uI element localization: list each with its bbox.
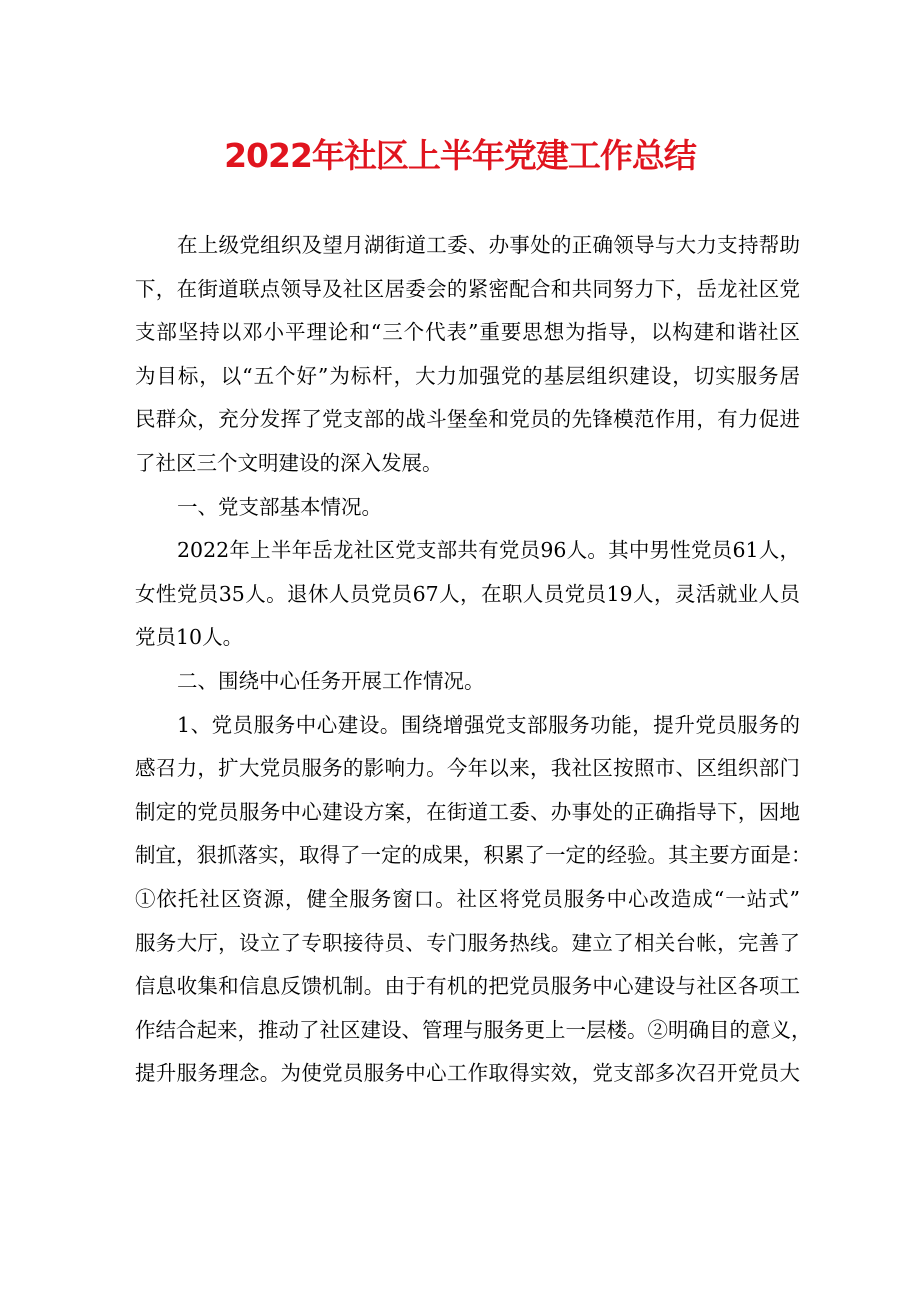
text-line: 一、党支部基本情况。 [177,494,382,519]
section-heading-basic-info [135,486,800,530]
section-heading-work [135,660,800,704]
text-line: 信息收集和信息反馈机制。由于有机的把党员服务中心建设与社区各项工 [135,974,800,999]
text-line: 制宜，狠抓落实，取得了一定的成果，积累了一定的经验。其主要方面是： [135,843,812,868]
text-line: 民群众，充分发挥了党支部的战斗堡垒和党员的先锋模范作用，有力促进 [135,407,800,432]
text-line: 2022年上半年岳龙社区党支部共有党员96人。其中男性党员61人， [177,538,800,563]
text-line: 党员10人。 [135,625,244,650]
document-title: 2022年社区上半年党建工作总结 [224,136,696,175]
paragraph-service-center [135,704,812,1096]
paragraph-intro [135,224,800,486]
text-line: 提升服务理念。为使党员服务中心工作取得实效，党支部多次召开党员大 [135,1061,800,1086]
text-line: 制定的党员服务中心建设方案，在街道工委、办事处的正确指导下，因地 [135,799,800,824]
text-line: 服务大厅，设立了专职接待员、专门服务热线。建立了相关台帐，完善了 [135,930,800,955]
text-line: 下，在街道联点领导及社区居委会的紧密配合和共同努力下，岳龙社区党 [135,276,800,301]
text-line: 了社区三个文明建设的深入发展。 [135,450,443,475]
text-line: 作结合起来，推动了社区建设、管理与服务更上一层楼。②明确目的意义， [135,1017,812,1042]
text-line: 感召力，扩大党员服务的影响力。今年以来，我社区按照市、区组织部门 [135,756,800,781]
text-line: 1、党员服务中心建设。围绕增强党支部服务功能，提升党员服务的 [177,712,800,737]
text-line: 女性党员35人。退休人员党员67人，在职人员党员19人，灵活就业人员 [135,581,800,606]
text-line: 支部坚持以邓小平理论和“三个代表”重要思想为指导，以构建和谐社区 [135,320,800,345]
text-line: 二、围绕中心任务开展工作情况。 [177,668,485,693]
paragraph-member-stats [135,529,800,660]
document-body [135,224,812,1096]
text-line: ①依托社区资源，健全服务窗口。社区将党员服务中心改造成“一站式” [135,886,800,911]
text-line: 在上级党组织及望月湖街道工委、办事处的正确领导与大力支持帮助 [177,233,800,257]
text-line: 为目标，以“五个好”为标杆，大力加强党的基层组织建设，切实服务居 [135,363,800,388]
